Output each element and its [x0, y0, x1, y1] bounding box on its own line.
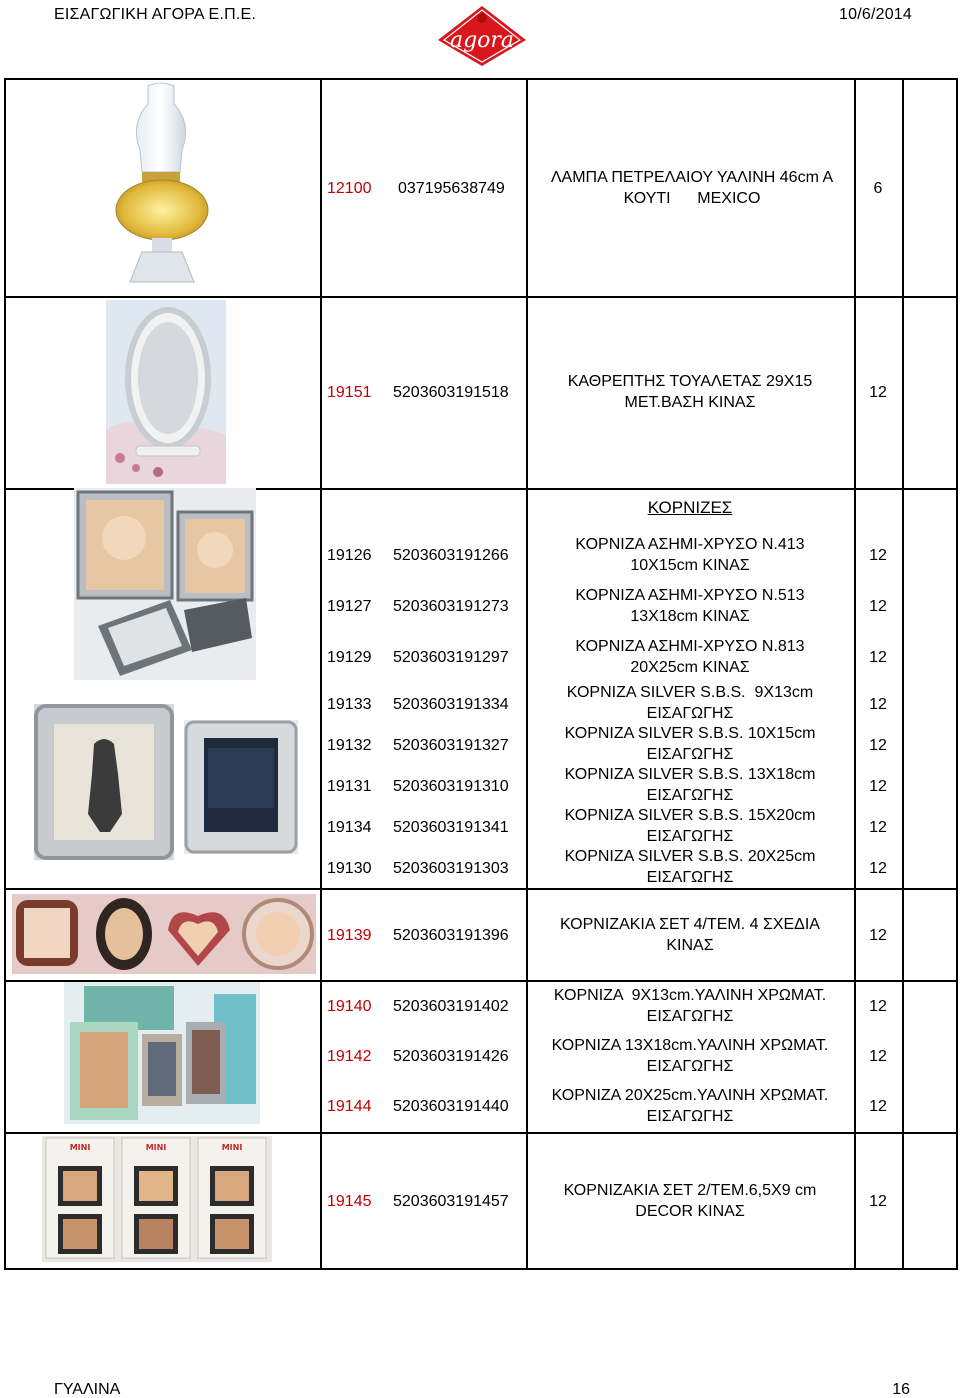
product-code: 19129 — [327, 649, 372, 666]
product-barcode: 037195638749 — [398, 180, 505, 197]
company-name: ΕΙΣΑΓΩΓΙΚΗ ΑΓΟΡΑ Ε.Π.Ε. — [54, 6, 256, 23]
product-barcode: 5203603191310 — [393, 778, 509, 795]
description-line: ΚΟΡΝΙΖΑΚΙΑ ΣΕΤ 4/ΤΕΜ. 4 ΣΧΕΔΙΑ — [560, 916, 820, 933]
description-line: ΚΟΡΝΙΖΑ ΑΣΗΜΙ-ΧΡΥΣΟ Ν.413 — [575, 536, 805, 553]
row-divider — [6, 1132, 956, 1134]
footer-category: ΓΥΑΛΙΝΑ — [54, 1381, 121, 1398]
description-line: ΚΙΝΑΣ — [666, 937, 714, 954]
product-code: 19139 — [327, 927, 372, 944]
product-barcode: 5203603191440 — [393, 1098, 509, 1115]
column-divider — [320, 80, 322, 1268]
product-barcode: 5203603191518 — [393, 384, 509, 401]
product-code: 19142 — [327, 1048, 372, 1065]
product-barcode: 5203603191341 — [393, 819, 509, 836]
svg-text:MINI: MINI — [145, 1143, 167, 1152]
product-barcode: 5203603191297 — [393, 649, 509, 666]
description-line: ΚΟΡΝΙΖΑ SILVER S.B.S. 20X25cm — [564, 848, 816, 865]
product-quantity: 12 — [869, 547, 887, 564]
description-line: DECOR ΚΙΝΑΣ — [635, 1203, 745, 1220]
description-line: ΚΟΡΝΙΖΑ 13Χ18cm.ΥΑΛΙΝΗ ΧΡΩΜΑΤ. — [551, 1037, 829, 1054]
mirror-image — [106, 300, 226, 484]
product-code: 19131 — [327, 778, 372, 795]
product-description — [526, 846, 854, 888]
description-line: ΚΟΥΤΙ MEXICO — [623, 190, 761, 207]
product-barcode: 5203603191327 — [393, 737, 509, 754]
description-line: ΕΙΣΑΓΩΓΗΣ — [646, 869, 734, 886]
glass-frames-photo — [64, 982, 260, 1124]
oil-lamp-image — [108, 80, 216, 288]
product-description — [526, 723, 854, 765]
description-line: ΚΟΡΝΙΖΑ SILVER S.B.S. 13X18cm — [564, 766, 816, 783]
column-divider — [902, 80, 904, 1268]
product-quantity: 12 — [869, 1193, 887, 1210]
description-line: ΚΟΡΝΙΖΑ ΑΣΗΜΙ-ΧΡΥΣΟ Ν.813 — [575, 638, 805, 655]
product-code: 19127 — [327, 598, 372, 615]
product-code: 19130 — [327, 860, 372, 877]
description-line: ΕΙΣΑΓΩΓΗΣ — [646, 1108, 734, 1125]
description-line: ΕΙΣΑΓΩΓΗΣ — [646, 828, 734, 845]
product-quantity: 12 — [869, 1048, 887, 1065]
product-quantity: 12 — [869, 1098, 887, 1115]
product-quantity: 6 — [873, 180, 883, 197]
description-line: ΛΑΜΠΑ ΠΕΤΡΕΛΑΙΟΥ ΥΑΛΙΝΗ 46cm A — [550, 169, 834, 186]
svg-text:MINI: MINI — [221, 1143, 243, 1152]
product-quantity: 12 — [869, 649, 887, 666]
section-title: ΚΟΡΝΙΖΕΣ — [647, 498, 733, 517]
description-line: ΕΙΣΑΓΩΓΗΣ — [646, 787, 734, 804]
product-description — [526, 764, 854, 806]
product-code: 19134 — [327, 819, 372, 836]
product-description — [526, 371, 854, 413]
product-description — [526, 1180, 854, 1222]
mini-frames-photo — [42, 1136, 272, 1262]
product-quantity: 12 — [869, 998, 887, 1015]
product-description — [526, 585, 854, 627]
description-line: ΚΑΘΡΕΠΤΗΣ ΤΟΥΑΛΕΤΑΣ 29Χ15 — [567, 373, 813, 390]
description-line: ΚΟΡΝΙΖΑΚΙΑ ΣΕΤ 2/ΤΕΜ.6,5Χ9 cm — [563, 1182, 817, 1199]
description-line: 10Χ15cm ΚΙΝΑΣ — [630, 557, 750, 574]
row-divider — [6, 296, 956, 298]
description-line: ΚΟΡΝΙΖΑ 20Χ25cm.ΥΑΛΙΝΗ ΧΡΩΜΑΤ. — [551, 1087, 829, 1104]
frames-photo-silver — [34, 704, 174, 860]
product-code: 12100 — [327, 180, 372, 197]
description-line: ΚΟΡΝΙΖΑ SILVER S.B.S. 10X15cm — [564, 725, 816, 742]
description-line: 20Χ25cm ΚΙΝΑΣ — [630, 659, 750, 676]
product-description — [526, 1085, 854, 1127]
product-quantity: 12 — [869, 384, 887, 401]
column-divider — [854, 80, 856, 1268]
product-code: 19132 — [327, 737, 372, 754]
product-quantity: 12 — [869, 696, 887, 713]
product-barcode: 5203603191396 — [393, 927, 509, 944]
description-line: ΕΙΣΑΓΩΓΗΣ — [646, 705, 734, 722]
product-code: 19126 — [327, 547, 372, 564]
product-quantity: 12 — [869, 598, 887, 615]
product-quantity: 12 — [869, 778, 887, 795]
product-code: 19145 — [327, 1193, 372, 1210]
product-description — [526, 985, 854, 1027]
description-line: 13Χ18cm ΚΙΝΑΣ — [630, 608, 750, 625]
description-line: ΚΟΡΝΙΖΑ SILVER S.B.S. 15X20cm — [564, 807, 816, 824]
product-quantity: 12 — [869, 860, 887, 877]
description-line: ΕΙΣΑΓΩΓΗΣ — [646, 1008, 734, 1025]
product-description — [526, 914, 854, 956]
product-description — [526, 1035, 854, 1077]
product-quantity: 12 — [869, 737, 887, 754]
logo-text: agora — [449, 28, 515, 53]
description-line: ΕΙΣΑΓΩΓΗΣ — [646, 746, 734, 763]
product-barcode: 5203603191426 — [393, 1048, 509, 1065]
description-line: ΚΟΡΝΙΖΑ 9Χ13cm.ΥΑΛΙΝΗ ΧΡΩΜΑΤ. — [553, 987, 827, 1004]
page-number: 16 — [892, 1381, 910, 1398]
agora-logo — [436, 4, 528, 68]
product-barcode: 5203603191303 — [393, 860, 509, 877]
product-description — [526, 682, 854, 724]
description-line: ΚΟΡΝΙΖΑ SILVER S.B.S. 9X13cm — [566, 684, 814, 701]
product-description — [526, 805, 854, 847]
description-line: ΜΕΤ.ΒΑΣΗ ΚΙΝΑΣ — [624, 394, 756, 411]
product-barcode: 5203603191273 — [393, 598, 509, 615]
product-code: 19151 — [327, 384, 372, 401]
description-line: ΚΟΡΝΙΖΑ ΑΣΗΜΙ-ΧΡΥΣΟ Ν.513 — [575, 587, 805, 604]
product-description — [526, 636, 854, 678]
row-divider — [6, 888, 956, 890]
product-code: 19144 — [327, 1098, 372, 1115]
frames-photo-silver-box — [184, 720, 298, 854]
document-date: 10/6/2014 — [839, 6, 912, 23]
svg-text:MINI: MINI — [69, 1143, 91, 1152]
product-code: 19133 — [327, 696, 372, 713]
product-quantity: 12 — [869, 927, 887, 944]
product-description — [526, 534, 854, 576]
description-line: ΕΙΣΑΓΩΓΗΣ — [646, 1058, 734, 1075]
product-description — [531, 167, 853, 209]
product-barcode: 5203603191402 — [393, 998, 509, 1015]
product-barcode: 5203603191457 — [393, 1193, 509, 1210]
product-quantity: 12 — [869, 819, 887, 836]
product-code: 19140 — [327, 998, 372, 1015]
frames-photo-top — [74, 488, 256, 680]
frames-set4-photo — [12, 894, 316, 974]
product-barcode: 5203603191334 — [393, 696, 509, 713]
product-barcode: 5203603191266 — [393, 547, 509, 564]
